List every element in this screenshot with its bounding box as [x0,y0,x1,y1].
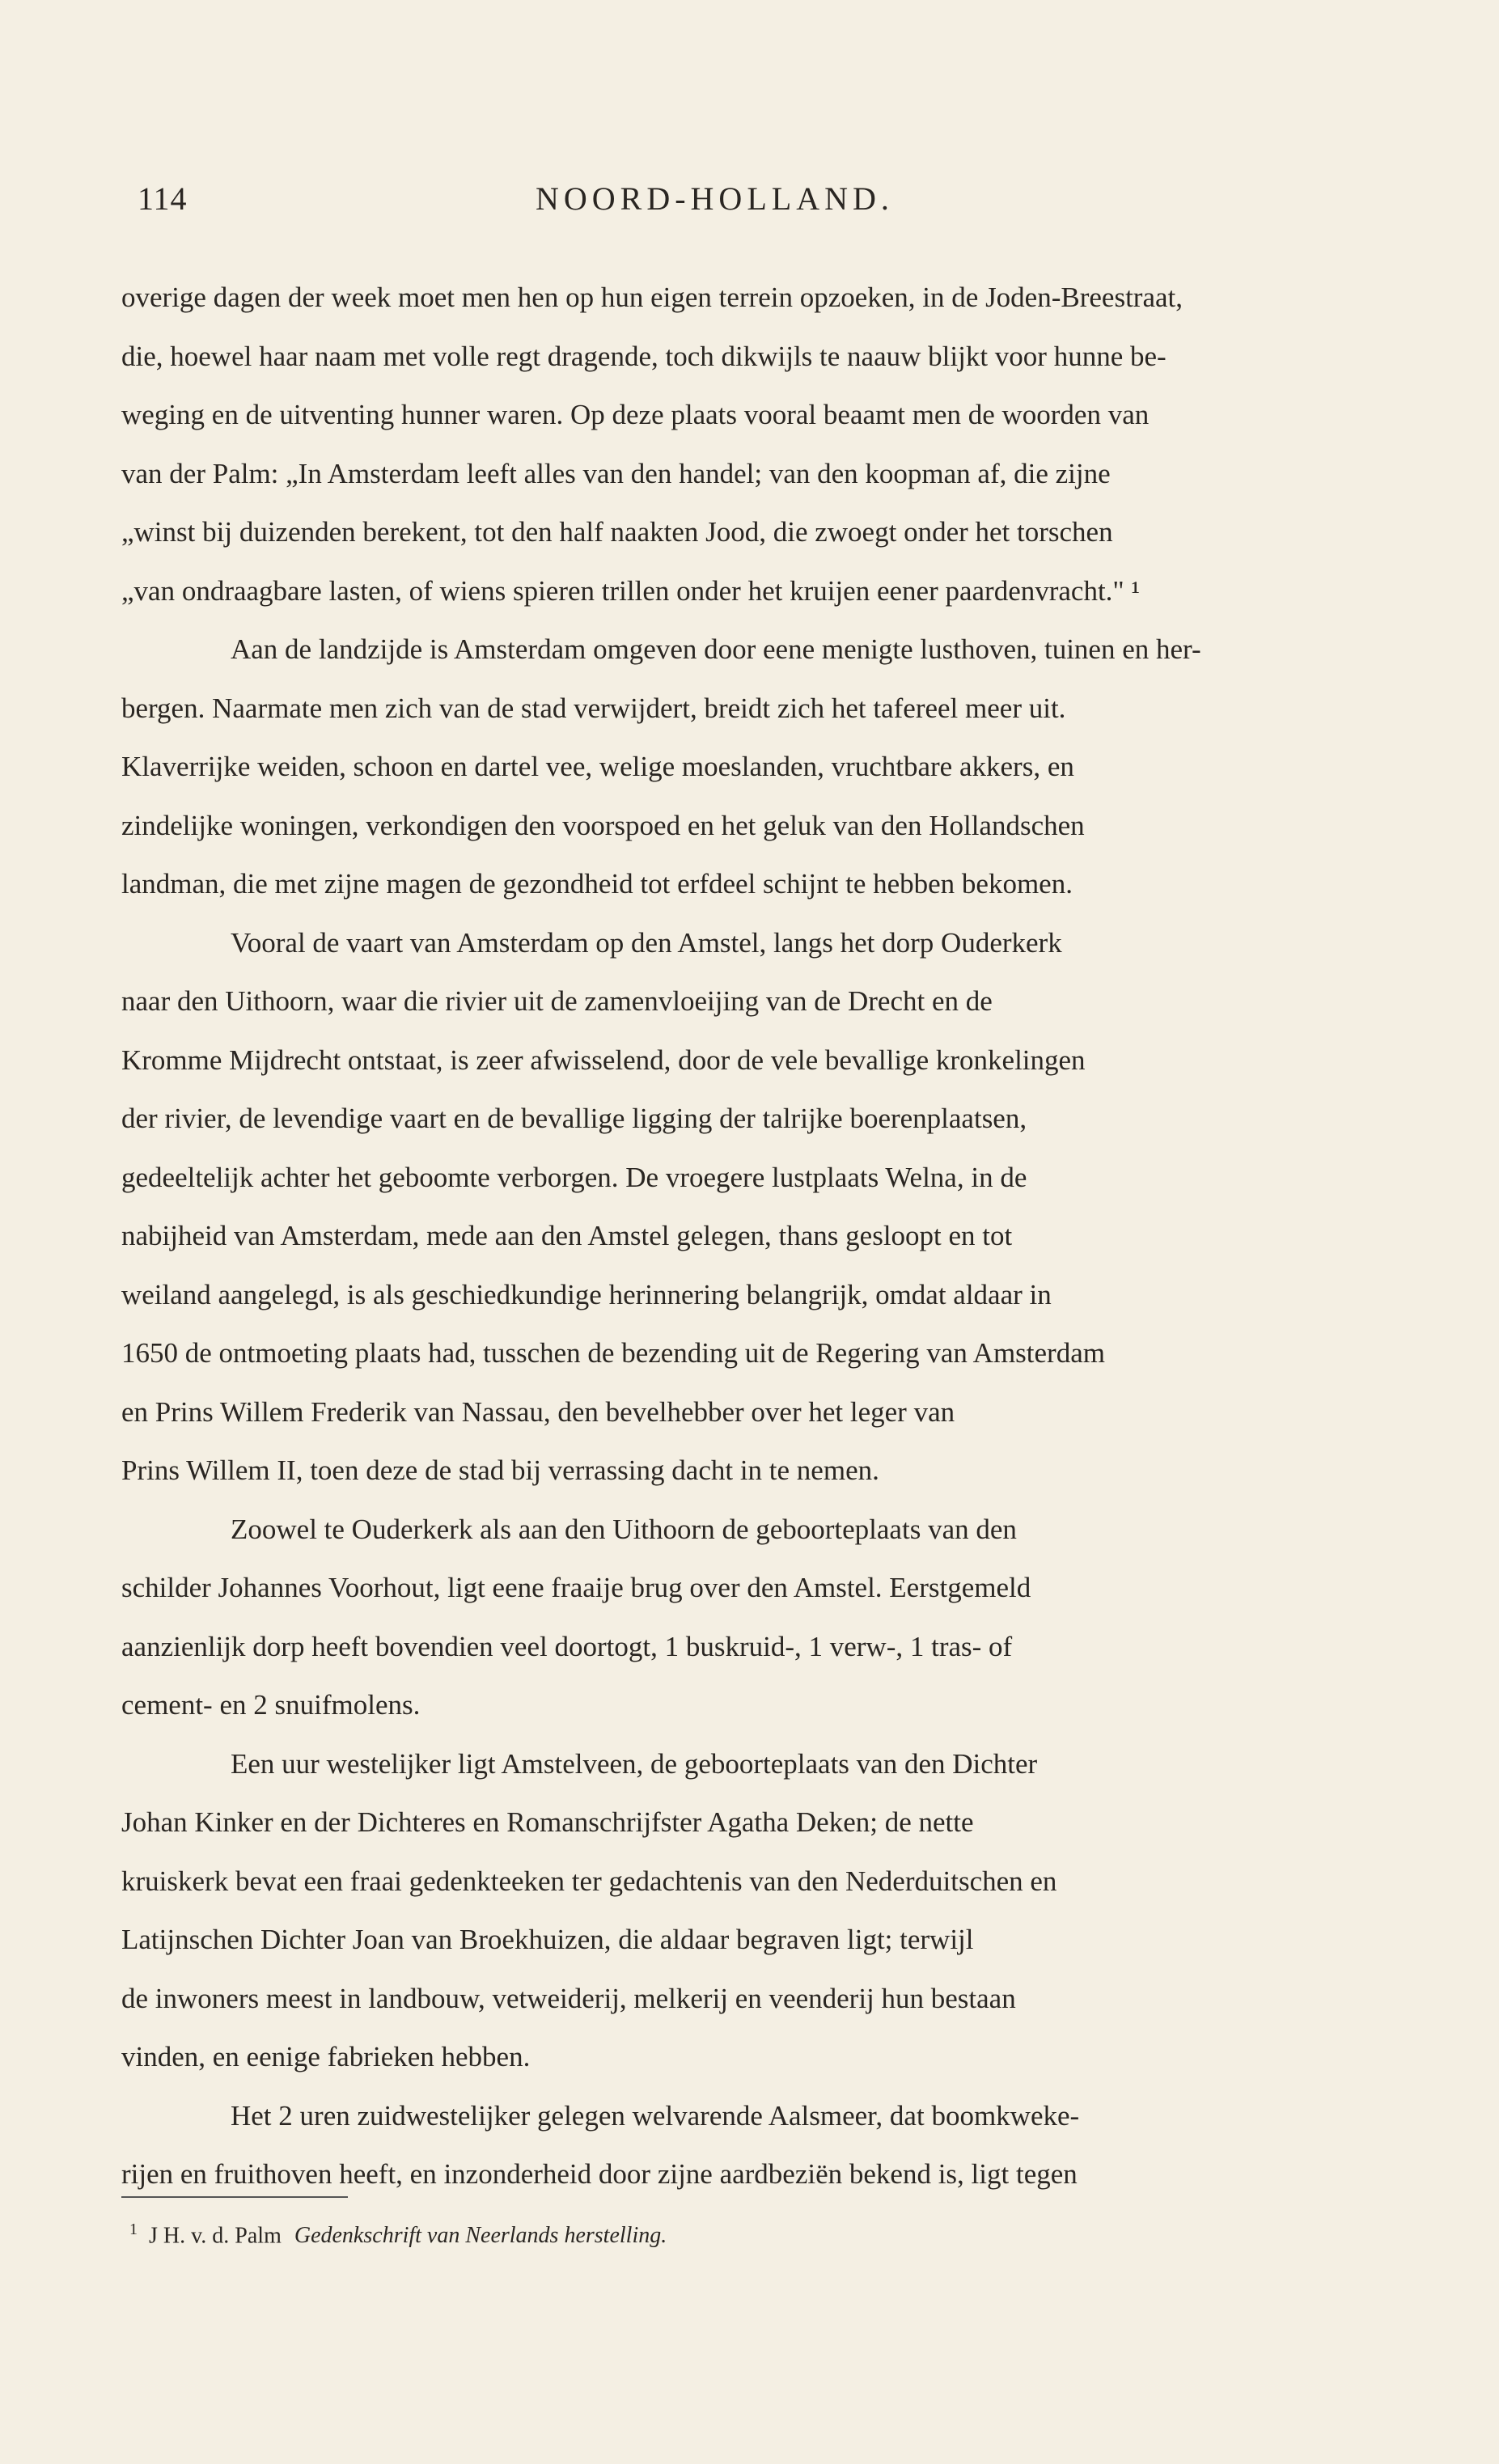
page-header [121,180,1378,228]
text-line: naar den Uithoorn, waar die rivier uit de zamenvloeijing van de Drecht en de [121,985,993,1017]
text-line: die, hoewel haar naam met volle regt dragende, toch dikwijls te naauw blijkt voor hunne be- [121,340,1167,372]
text-line: cement- en 2 snuifmolens. [121,1689,421,1721]
text-line: 1650 de ontmoeting plaats had, tusschen de bezending uit de Regering van Amsterdam [121,1337,1105,1369]
footnote-source: Gedenkschrift van Neerlands herstelling. [294,2223,667,2249]
footnote [129,2221,667,2249]
running-head: NOORD-HOLLAND. [536,180,894,217]
paragraph-start: Zoowel te Ouderkerk als aan den Uithoorn de geboorteplaats van den [231,1513,1017,1545]
text-line: der rivier, de levendige vaart en de bevallige ligging der talrijke boerenplaatsen, [121,1103,1027,1134]
text-line: overige dagen der week moet men hen op hun eigen terrein opzoeken, in de Joden-Breestraat, [121,282,1183,313]
text-line: kruiskerk bevat een fraai gedenkteeken ter gedachtenis van den Nederduitschen en [121,1865,1057,1897]
paragraph-start: Een uur westelijker ligt Amstelveen, de geboorteplaats van den Dichter [231,1747,1038,1780]
footnote-author: J H. v. d. Palm [149,2223,282,2249]
text-line: schilder Johannes Voorhout, ligt eene fraaije brug over den Amstel. Eerstgemeld [121,1572,1031,1603]
text-line: de inwoners meest in landbouw, vetweiderij, melkerij en veenderij hun bestaan [121,1982,1016,2014]
text-line: „van ondraagbare lasten, of wiens spieren trillen onder het kruijen eener paardenvracht." ¹ [121,574,1140,607]
paragraph-start: Aan de landzijde is Amsterdam omgeven door eene menigte lusthoven, tuinen en her- [231,633,1201,665]
text-line: Prins Willem II, toen deze de stad bij verrassing dacht in te nemen. [121,1454,879,1486]
text-line: weiland aangelegd, is als geschiedkundige herinnering belangrijk, omdat aldaar in [121,1278,1052,1310]
text-line: zindelijke woningen, verkondigen den voorspoed en het geluk van den Hollandschen [121,809,1085,841]
body-text [121,269,1407,2204]
paragraph-start: Het 2 uren zuidwestelijker gelegen welvarende Aalsmeer, dat boomkweke- [231,2099,1080,2132]
text-line: aanzienlijk dorp heeft bovendien veel doortogt, 1 buskruid-, 1 verw-, 1 tras- of [121,1630,1013,1662]
text-line: Johan Kinker en der Dichteres en Romanschrijfster Agatha Deken; de nette [121,1806,974,1838]
paragraph-start: Vooral de vaart van Amsterdam op den Amstel, langs het dorp Ouderkerk [231,926,1062,959]
text-line: „winst bij duizenden berekent, tot den half naakten Jood, die zwoegt onder het torschen [121,516,1113,548]
text-line: weging en de uitventing hunner waren. Op deze plaats vooral beaamt men de woorden van [121,399,1150,430]
text-line: gedeeltelijk achter het geboomte verborgen. De vroegere lustplaats Welna, in de [121,1161,1027,1193]
text-line: Latijnschen Dichter Joan van Broekhuizen, die aldaar begraven ligt; terwijl [121,1924,974,1955]
text-line: Klaverrijke weiden, schoon en dartel vee, welige moeslanden, vruchtbare akkers, en [121,751,1074,782]
page-number: 114 [138,180,188,217]
text-line: en Prins Willem Frederik van Nassau, den bevelhebber over het leger van [121,1395,955,1428]
text-line: Kromme Mijdrecht ontstaat, is zeer afwisselend, door de vele bevallige kronkelingen [121,1044,1086,1076]
text-line: bergen. Naarmate men zich van de stad verwijdert, breidt zich het tafereel meer uit. [121,692,1066,724]
text-line: rijen en fruithoven heeft, en inzonderheid door zijne aardbeziën bekend is, ligt tegen [121,2158,1078,2190]
text-line: van der Palm: „In Amsterdam leeft alles van den handel; van den koopman af, die zijne [121,457,1111,489]
footnote-marker: 1 [129,2221,138,2238]
text-line: vinden, en eenige fabrieken hebben. [121,2041,531,2072]
text-line: landman, die met zijne magen de gezondheid tot erfdeel schijnt te hebben bekomen. [121,868,1073,900]
footnote-divider [121,2196,348,2198]
text-line: nabijheid van Amsterdam, mede aan den Amstel gelegen, thans gesloopt en tot [121,1220,1013,1251]
